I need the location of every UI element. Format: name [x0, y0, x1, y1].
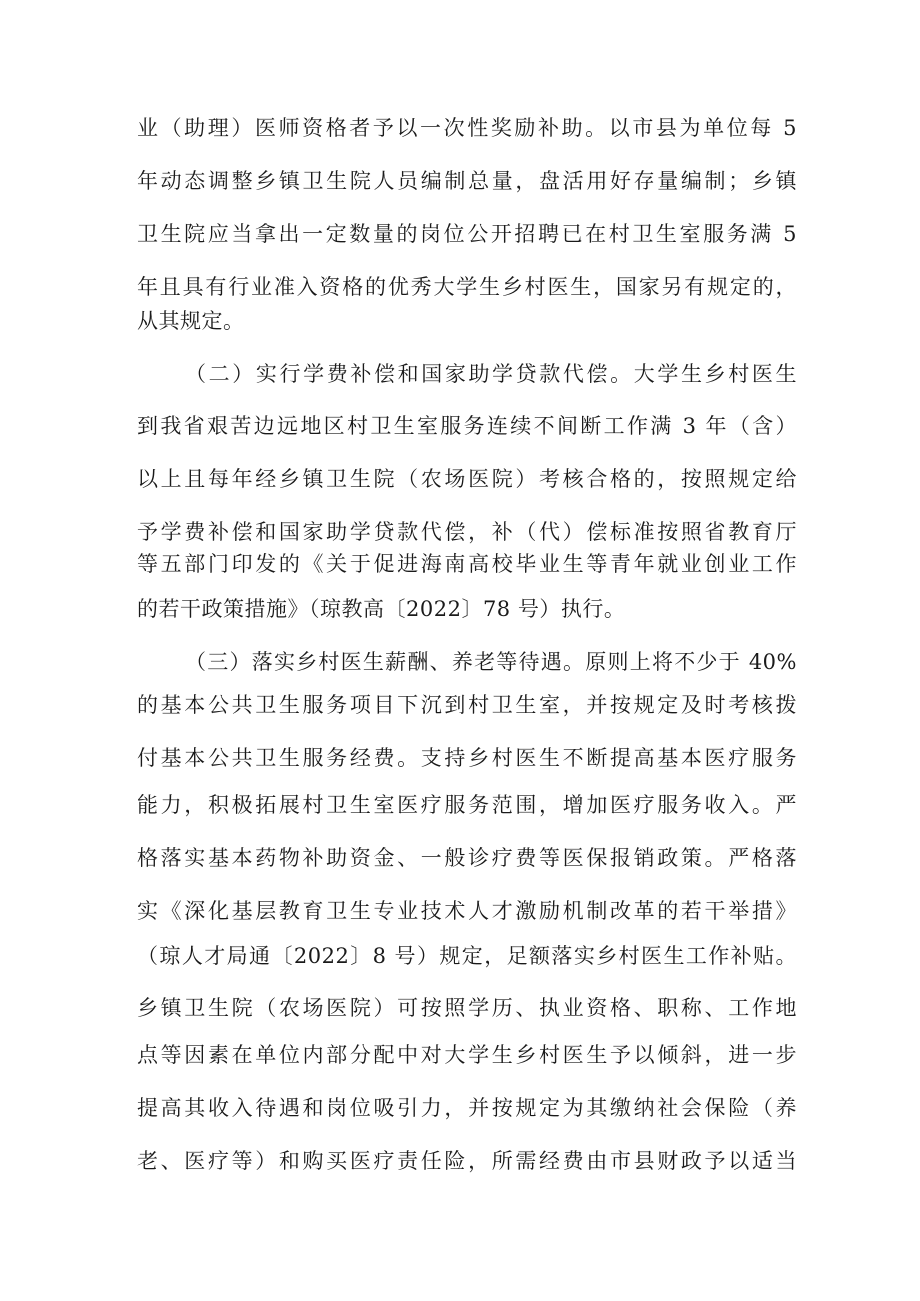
text-line-5: 从其规定。 — [137, 309, 245, 333]
text-line-1: 业（助理）医师资格者予以一次性奖励补助。以市县为单位每 5 — [137, 116, 797, 140]
text-line-22: 老、医疗等）和购买医疗责任险，所需经费由市县财政予以适当 — [137, 1149, 797, 1173]
section-two-heading-line: （二）实行学费补偿和国家助学贷款代偿。大学生乡村医生 — [185, 362, 797, 386]
text-line-18: （琼人才局通〔2022〕8 号）规定，足额落实乡村医生工作补贴。 — [137, 944, 797, 968]
text-line-16: 格落实基本药物补助资金、一般诊疗费等医保报销政策。严格落 — [137, 846, 797, 870]
text-line-8: 以上且每年经乡镇卫生院（农场医院）考核合格的，按照规定给 — [137, 467, 797, 491]
text-line-15: 能力，积极拓展村卫生室医疗服务范围，增加医疗服务收入。严 — [137, 793, 797, 817]
text-line-13: 的基本公共卫生服务项目下沉到村卫生室，并按规定及时考核拨 — [137, 693, 797, 717]
text-line-21: 提高其收入待遇和岗位吸引力，并按规定为其缴纳社会保险（养 — [137, 1096, 797, 1120]
text-line-3: 卫生院应当拿出一定数量的岗位公开招聘已在村卫生室服务满 5 — [137, 222, 797, 246]
text-line-19: 乡镇卫生院（农场医院）可按照学历、执业资格、职称、工作地 — [137, 996, 797, 1020]
text-line-7: 到我省艰苦边远地区村卫生室服务连续不间断工作满 3 年（含） — [137, 414, 797, 438]
text-line-14: 付基本公共卫生服务经费。支持乡村医生不断提高基本医疗服务 — [137, 746, 797, 770]
section-three-heading-line: （三）落实乡村医生薪酬、养老等待遇。原则上将不少于 40% — [185, 650, 797, 674]
text-line-9: 予学费补偿和国家助学贷款代偿，补（代）偿标准按照省教育厅 — [137, 520, 797, 544]
text-line-2: 年动态调整乡镇卫生院人员编制总量，盘活用好存量编制；乡镇 — [137, 169, 797, 193]
text-line-4: 年且具有行业准入资格的优秀大学生乡村医生，国家另有规定的， — [137, 275, 797, 299]
text-line-11: 的若干政策措施》（琼教高〔2022〕78 号）执行。 — [137, 597, 626, 621]
text-line-17: 实《深化基层教育卫生专业技术人才激励机制改革的若干举措》 — [137, 899, 797, 923]
text-line-10: 等五部门印发的《关于促进海南高校毕业生等青年就业创业工作 — [137, 552, 797, 576]
text-line-20: 点等因素在单位内部分配中对大学生乡村医生予以倾斜，进一步 — [137, 1043, 797, 1067]
